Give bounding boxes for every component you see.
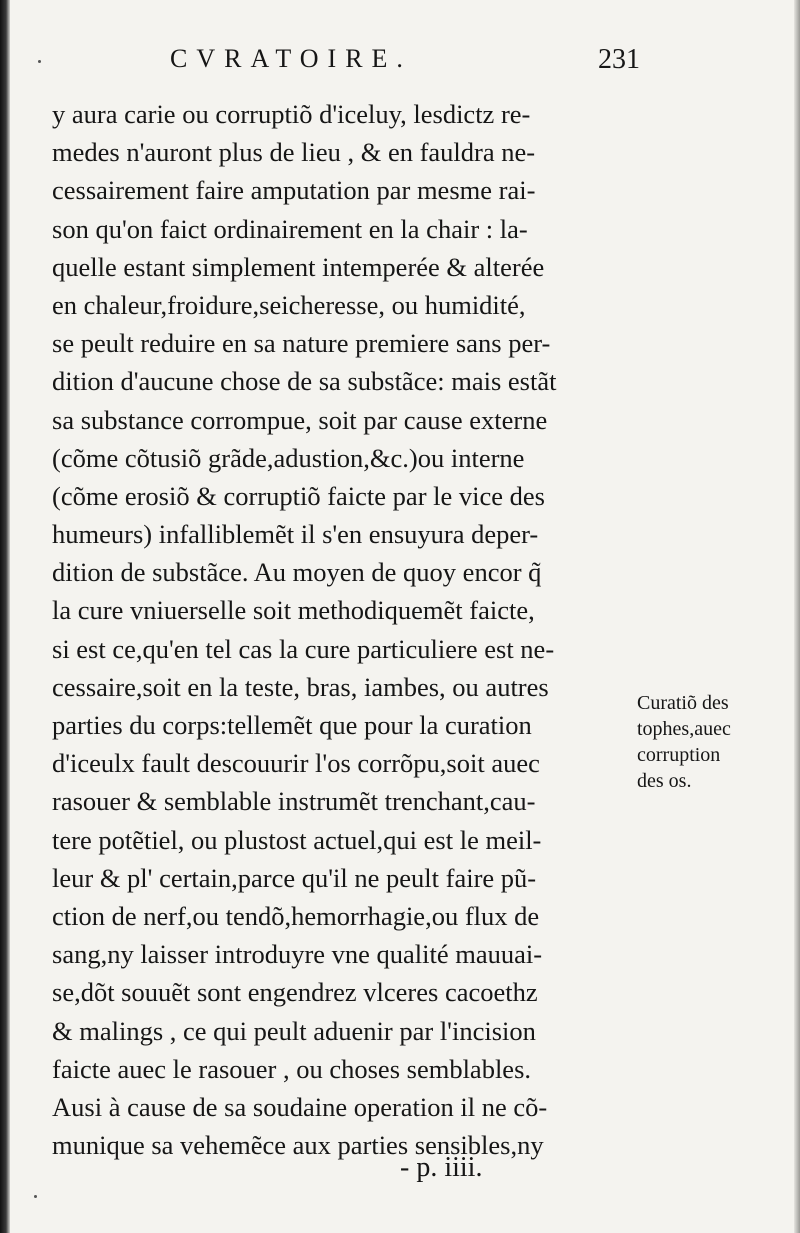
margin-note-line: Curatiõ des (637, 692, 729, 714)
text-line: rasouer & semblable instrumẽt trenchant,cau- (52, 786, 536, 817)
margin-note-line: des os. (637, 770, 692, 792)
running-head: CVRATOIRE. (170, 44, 412, 73)
text-line: leur & pl' certain,parce qu'il ne peult faire pũ- (52, 862, 537, 893)
text-line: en chaleur,froidure,seicheresse, ou humidité, (52, 289, 526, 320)
text-line: la cure vniuerselle soit methodiquemẽt faicte, (52, 595, 535, 626)
text-line: si est ce,qu'en tel cas la cure particuliere est ne- (52, 633, 555, 664)
text-line: y aura carie ou corruptiõ d'iceluy, lesdictz re- (52, 99, 531, 129)
text-line: (cõme cõtusiõ grãde,adustion,&c.)ou interne (52, 442, 525, 473)
text-line: sang,ny laisser introduyre vne qualité mauuai- (52, 939, 543, 970)
scan-speck (38, 60, 41, 63)
text-line: sa substance corrompue, soit par cause externe (52, 404, 548, 435)
text-line: dition de substãce. Au moyen de quoy encor q̃ (52, 557, 542, 588)
text-line: (cõme erosiõ & corruptiõ faicte par le vice des (52, 480, 545, 511)
scan-speck (34, 1195, 37, 1198)
text-line: munique sa vehemẽce aux parties sensibles,ny (52, 1130, 544, 1161)
text-line: d'iceulx fault descouurir l'os corrõpu,soit auec (52, 748, 540, 779)
text-line: tere potẽtiel, ou plustost actuel,qui est le meil- (52, 824, 542, 855)
page-gutter (0, 0, 10, 1233)
text-line: medes n'auront plus de lieu , & en fauldra ne- (52, 137, 536, 168)
text-line: parties du corps:tellemẽt que pour la curation (52, 710, 532, 740)
margin-note (637, 690, 787, 794)
text-line: dition d'aucune chose de sa substãce: mais estãt (52, 366, 557, 397)
signature-mark: - p. iiii. (400, 1152, 483, 1183)
margin-note-line: tophes,auec (637, 718, 731, 740)
page-number: 231 (598, 44, 640, 75)
text-line: se,dõt souuẽt sont engendrez vlceres cacoethz (52, 977, 538, 1008)
body-text (52, 95, 642, 1164)
text-line: faicte auec le rasouer , ou choses semblables. (52, 1053, 532, 1084)
text-line: humeurs) infalliblemẽt il s'en ensuyura deper- (52, 519, 539, 550)
text-line: cessaire,soit en la teste, bras, iambes, ou autres (52, 671, 549, 702)
margin-note-line: corruption (637, 744, 721, 766)
text-line: & malings , ce qui peult aduenir par l'incision (52, 1015, 536, 1046)
text-line: ction de nerf,ou tendõ,hemorrhagie,ou flux de (52, 900, 540, 931)
text-line: cessairement faire amputation par mesme rai- (52, 175, 536, 206)
page-edge (794, 0, 800, 1233)
text-line: se peult reduire en sa nature premiere sans per- (52, 328, 551, 359)
text-line: son qu'on faict ordinairement en la chair : la- (52, 213, 528, 244)
text-line: quelle estant simplement intemperée & alterée (52, 251, 545, 282)
text-line: Ausi à cause de sa soudaine operation il ne cõ- (52, 1091, 548, 1122)
